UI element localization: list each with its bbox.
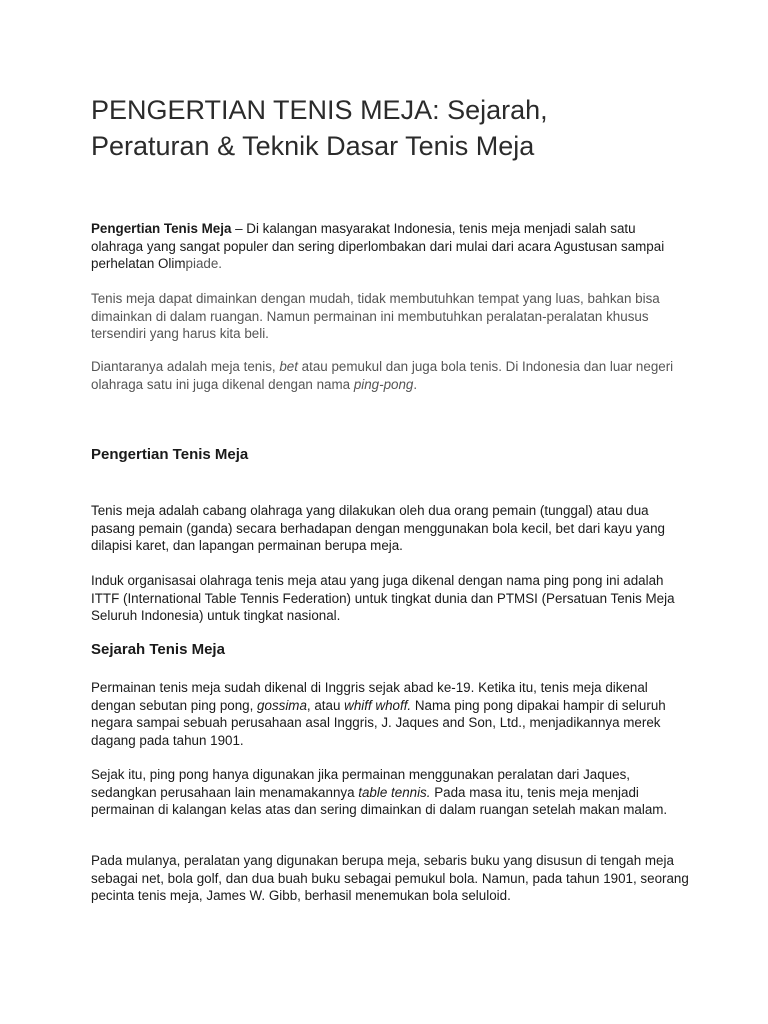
paragraph-2: Tenis meja dapat dimainkan dengan mudah, tidak membutuhkan tempat yang luas, bahkan bisa dimainkan di dalam ruangan. Namun permainan ini membutuhkan peralatan-peralatan khusus tersendiri yang harus kita beli.: [91, 291, 660, 341]
p3-a: Diantaranya adalah meja tenis,: [91, 359, 280, 374]
p3-italic-bet: bet: [279, 359, 298, 374]
paragraph-3: [91, 358, 691, 393]
intro-bold-term: Pengertian Tenis Meja: [91, 221, 232, 236]
intro-paragraph: [91, 220, 691, 273]
section1-paragraph-1: Tenis meja adalah cabang olahraga yang dilakukan oleh dua orang pemain (tunggal) atau dua pasang pemain (ganda) secara berhadapan dengan menggunakan bola kecil, bet dari kayu yang dilapisi karet, dan lapangan permainan berupa meja.: [91, 503, 665, 553]
page-title: [91, 92, 691, 164]
intro-text: – Di kalangan masyarakat Indonesia, tenis meja menjadi salah satu olahraga yang sangat populer dan sering diperlombakan dari mulai dari acara Agustusan sampai perhelatan Olim: [91, 221, 665, 271]
s2p1-c: , atau: [306, 697, 345, 713]
section-heading-sejarah: Sejarah Tenis Meja: [91, 641, 225, 658]
p3-c: atau pemukul dan juga bola tenis. Di Indonesia dan luar negeri olahraga satu ini juga dikenal dengan nama: [91, 359, 674, 392]
s2p2-c: Pada masa itu, tenis meja menjadi permainan di kalangan kelas atas dan sering dimainkan di dalam ruangan setelah makan malam.: [91, 784, 668, 817]
intro-text-gray: piade.: [185, 256, 223, 271]
s2p1-e: Nama ping pong dipakai hampir di seluruh negara sampai sebuah perusahaan asal Inggris, J. Jaques and Son, Ltd., menjadikannya merek dagang pada tahun 1901.: [91, 697, 666, 748]
s2p1-a: Permainan tenis meja sudah dikenal di Inggris sejak abad ke-19. Ketika itu, tenis meja dikenal dengan sebutan ping pong,: [91, 680, 648, 713]
title-line-1: PENGERTIAN TENIS MEJA: Sejarah,: [91, 95, 548, 125]
section2-paragraph-2: [91, 766, 691, 819]
section-heading-pengertian: Pengertian Tenis Meja: [91, 446, 249, 463]
section2-paragraph-1: [91, 679, 691, 749]
section2-paragraph-3: Pada mulanya, peralatan yang digunakan berupa meja, sebaris buku yang disusun di tengah meja sebagai net, bola golf, dan dua buah buku sebagai pemukul bola. Namun, pada tahun 1901, seorang pecinta tenis meja, James W. Gibb, berhasil menemukan bola seluloid.: [91, 853, 689, 903]
s2p1-italic-whiff: whiff whoff.: [344, 697, 412, 713]
section1-paragraph-2: Induk organisasai olahraga tenis meja atau yang juga dikenal dengan nama ping pong ini adalah ITTF (International Table Tennis Federation) untuk tingkat dunia dan PTMSI (Persatuan Tenis Meja Seluruh Indonesia) untuk tingkat nasional.: [91, 573, 675, 623]
p3-e: .: [413, 376, 418, 392]
p3-italic-pingpong: ping-pong: [353, 376, 414, 392]
s2p1-italic-gossima: gossima: [257, 697, 307, 713]
title-line-2: Peraturan & Teknik Dasar Tenis Meja: [91, 131, 535, 161]
s2p2-a: Sejak itu, ping pong hanya digunakan jika permainan menggunakan peralatan dari Jaques, sedangkan perusahaan lain menamakannya: [91, 767, 630, 800]
s2p2-italic-table-tennis: table tennis.: [358, 784, 431, 800]
